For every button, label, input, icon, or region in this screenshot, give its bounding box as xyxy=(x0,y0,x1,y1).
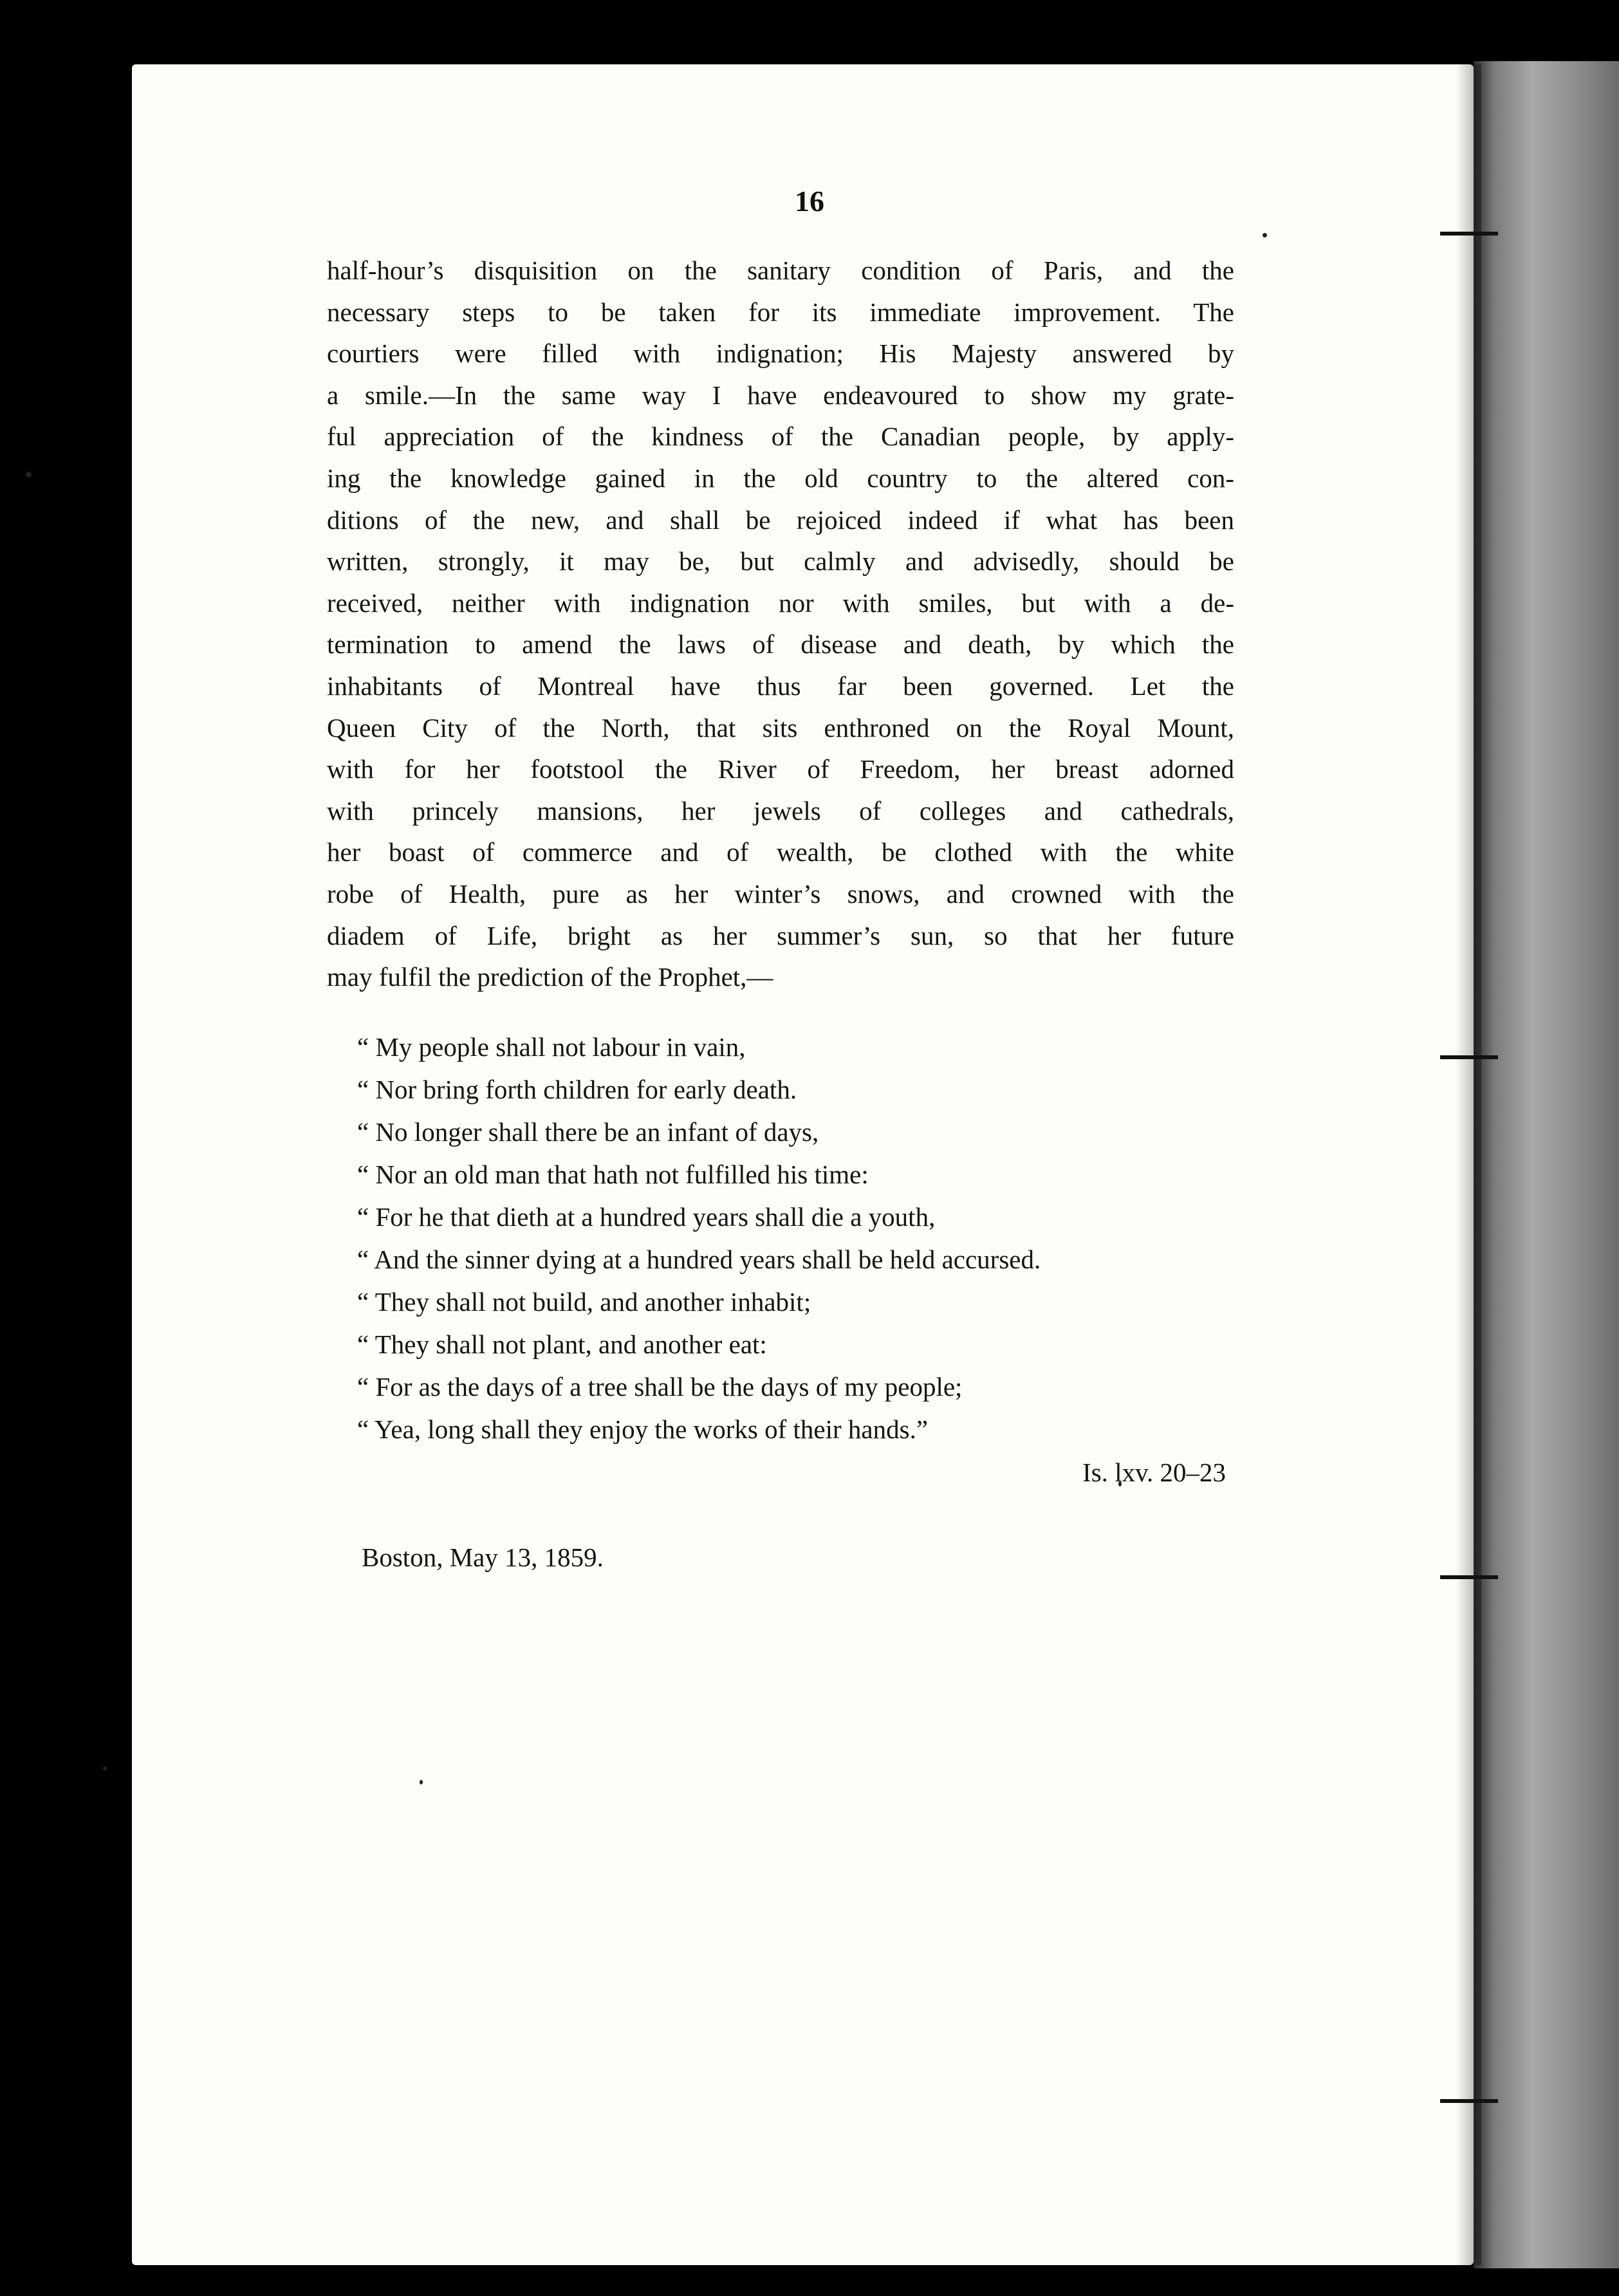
body-line: diadem of Life, bright as her summer’s sun, so that her future xyxy=(327,920,1234,950)
scan-speck xyxy=(420,1780,423,1784)
body-line: ing the knowledge gained in the old country to the altered con- xyxy=(327,463,1234,493)
verse-line: “ Nor an old man that hath not fulfilled his time: xyxy=(357,1160,869,1189)
body-line: with princely mansions, her jewels of colleges and cathedrals, xyxy=(327,795,1234,826)
body-line: courtiers were filled with indignation; His Majesty answered by xyxy=(327,338,1234,369)
verse-line: “ They shall not build, and another inhabit; xyxy=(357,1287,811,1317)
dateline: Boston, May 13, 1859. xyxy=(362,1542,604,1572)
body-line: written, strongly, it may be, but calmly and advisedly, should be xyxy=(327,546,1234,577)
scripture-quotation xyxy=(357,1026,1245,1450)
binding-stitch-mark xyxy=(1440,232,1498,236)
body-line: ditions of the new, and shall be rejoiced indeed if what has been xyxy=(327,505,1234,535)
body-line: ful appreciation of the kindness of the Canadian people, by apply- xyxy=(327,421,1234,452)
body-line: her boast of commerce and of wealth, be clothed with the white xyxy=(327,837,1234,867)
scan-speck xyxy=(103,1766,107,1770)
body-line: a smile.—In the same way I have endeavoured to show my grate- xyxy=(327,380,1234,410)
body-line: inhabitants of Montreal have thus far been governed. Let the xyxy=(327,671,1234,701)
body-line: may fulfil the prediction of the Prophet,— xyxy=(327,962,773,992)
verse-line: “ Yea, long shall they enjoy the works of their hands.” xyxy=(357,1414,929,1444)
body-line: robe of Health, pure as her winter’s snows, and crowned with the xyxy=(327,878,1234,909)
body-line: received, neither with indignation nor with smiles, but with a de- xyxy=(327,588,1234,618)
scripture-citation: Is. lxv. 20–23 xyxy=(1082,1458,1226,1487)
verse-line: “ No longer shall there be an infant of days, xyxy=(357,1117,819,1147)
verse-line: “ For as the days of a tree shall be the days of my people; xyxy=(357,1372,963,1402)
verse-line: “ And the sinner dying at a hundred years shall be held accursed. xyxy=(357,1245,1041,1274)
verse-line: “ They shall not plant, and another eat: xyxy=(357,1329,767,1359)
body-line: termination to amend the laws of disease and death, by which the xyxy=(327,629,1234,660)
body-line: Queen City of the North, that sits enthroned on the Royal Mount, xyxy=(327,712,1234,743)
body-line: necessary steps to be taken for its immediate improvement. The xyxy=(327,297,1234,327)
body-line: half-hour’s disquisition on the sanitary condition of Paris, and the xyxy=(327,255,1234,285)
scan-speck xyxy=(26,472,32,477)
binding-shadow xyxy=(1456,64,1481,2265)
binding-stitch-mark xyxy=(1440,2099,1498,2103)
scan-speck xyxy=(1263,233,1267,237)
verse-line: “ Nor bring forth children for early death. xyxy=(357,1075,797,1104)
binding-stitch-mark xyxy=(1440,1055,1498,1059)
page-number: 16 xyxy=(795,185,824,218)
body-line: with for her footstool the River of Freedom, her breast adorned xyxy=(327,754,1234,784)
verse-line: “ My people shall not labour in vain, xyxy=(357,1032,746,1062)
body-paragraph xyxy=(327,250,1234,998)
book-binding-edge xyxy=(1474,61,1619,2268)
binding-stitch-mark xyxy=(1440,1575,1498,1579)
verse-line: “ For he that dieth at a hundred years shall die a youth, xyxy=(357,1202,936,1232)
